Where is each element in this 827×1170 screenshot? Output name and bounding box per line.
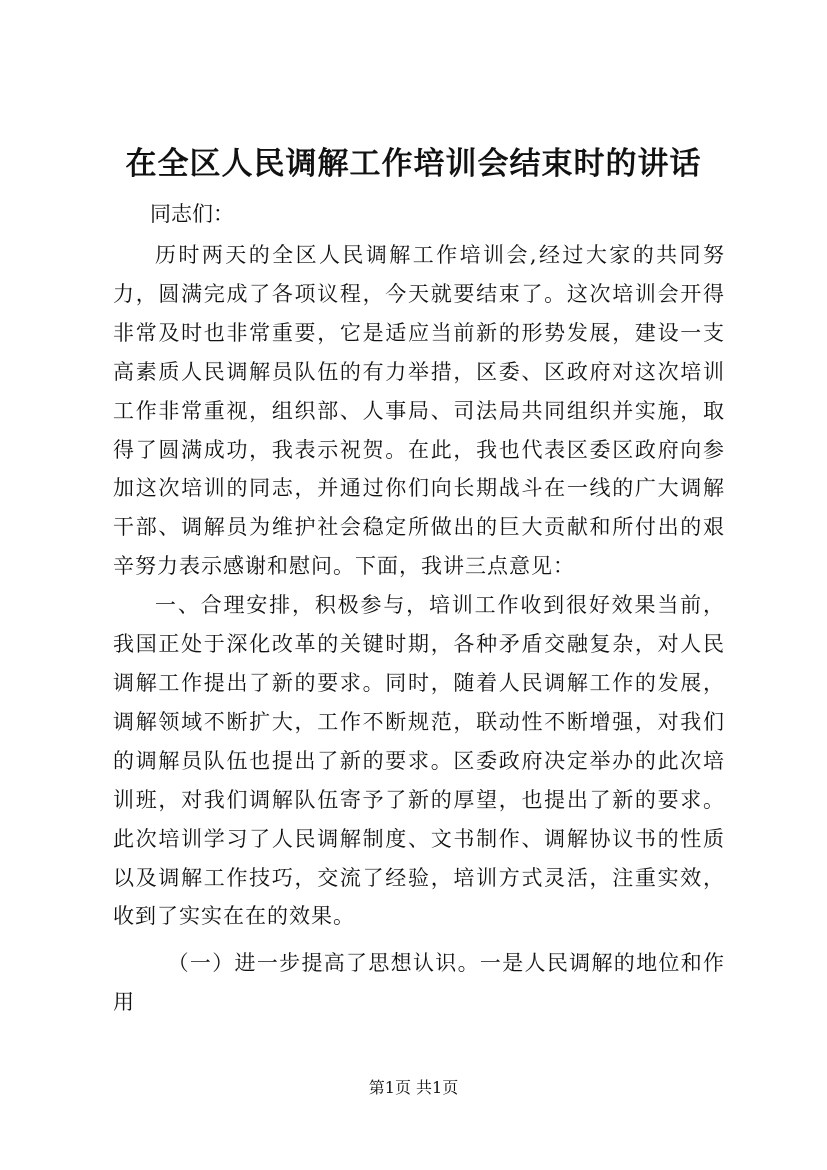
paragraph: 历时两天的全区人民调解工作培训会,经过大家的共同努力，圆满完成了各项议程，今天就要结束了。这次培训会开得非常及时也非常重要，它是适应当前新的形势发展，建设一支高素质人民调解员队伍的有力举措，区委、区政府对这次培训工作非常重视，组织部、人事局、司法局共同组织并实施，取得了圆满成功，我表示祝贺。在此，我也代表区委区政府向参加这次培训的同志，并通过你们向长期战斗在一线的广大调解干部、调解员为维护社会稳定所做出的巨大贡献和所付出的艰辛努力表示感谢和慰问。下面，我讲三点意见： — [113, 243, 725, 579]
page-title: 在全区人民调解工作培训会结束时的讲话 — [125, 146, 702, 182]
paragraph: 一、合理安排，积极参与，培训工作收到很好效果当前，我国正处于深化改革的关键时期，各种矛盾交融复杂，对人民调解工作提出了新的要求。同时，随着人民调解工作的发展，调解领域不断扩大，工作不断规范，联动性不断增强，对我们的调解员队伍也提出了新的要求。区委政府决定举办的此次培训班，对我们调解队伍寄予了新的厚望，也提出了新的要求。此次培训学习了人民调解制度、文书制作、调解协议书的性质以及调解工作技巧，交流了经验，培训方式灵活，注重实效，收到了实实在在的效果。 — [113, 593, 725, 929]
document-body — [113, 236, 725, 1022]
page-footer: 第1页 共1页 — [368, 1078, 459, 1097]
greeting: 同志们： — [150, 202, 234, 226]
paragraph: （一）进一步提高了思想认识。一是人民调解的地位和作用 — [113, 951, 725, 1015]
